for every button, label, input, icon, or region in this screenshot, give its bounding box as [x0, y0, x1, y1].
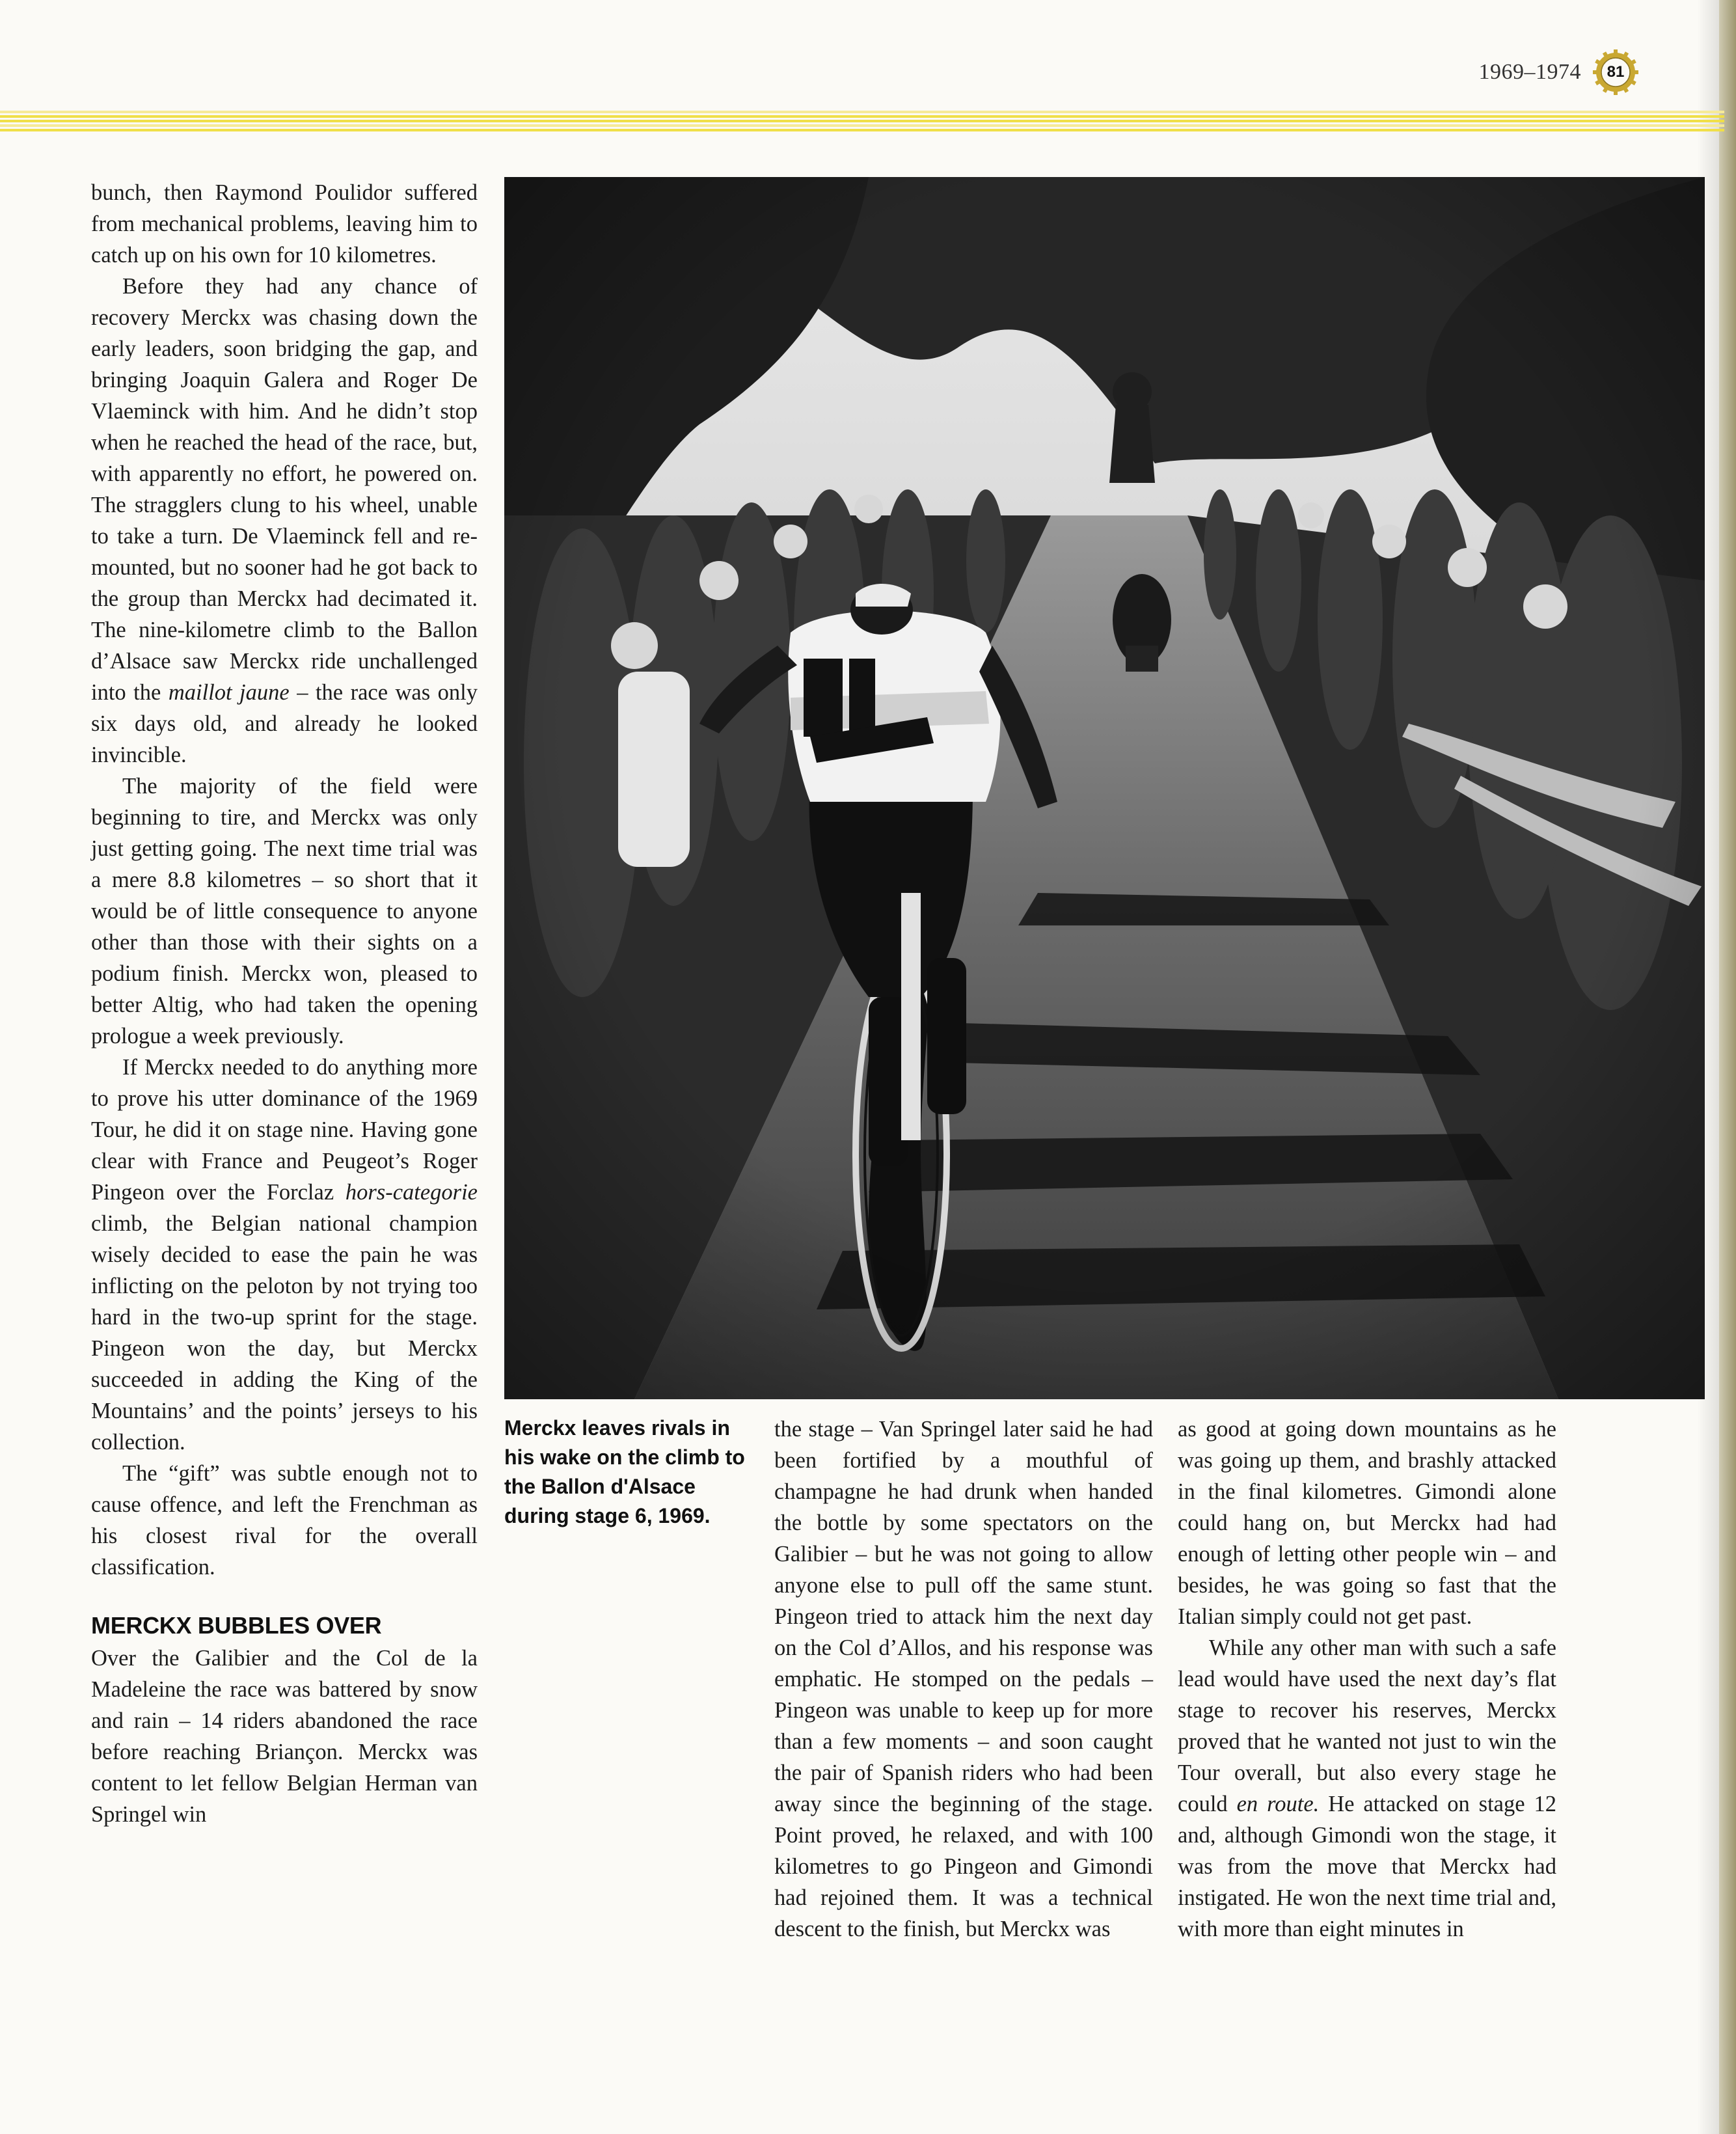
- page-header: [1479, 49, 1639, 95]
- paragraph: The “gift” was subtle enough not to cause offence, and left the Frenchman as his closest rival for the overall classification.: [91, 1461, 478, 1580]
- page-badge: [1593, 49, 1638, 95]
- text-column-3: [774, 1414, 1153, 1945]
- paragraph: The majority of the field were beginning to tire, and Merckx was only just getting going. The next time trial was a mere 8.8 kilometres – so short that it would be of little consequence to anyone other than those with their sights on a podium finish. Merckx won, pleased to better Altig, who had taken the opening prologue a week previously.: [91, 774, 478, 1048]
- book-spine: [1719, 0, 1736, 2134]
- header-rule: [0, 111, 1724, 137]
- paragraph: Over the Galibier and the Col de la Madeleine the race was battered by snow and rain – 14 riders abandoned the race before reaching Briançon. Merckx was content to let fellow Belgian Herman van Springel win: [91, 1646, 478, 1827]
- section-subhead: MERCKX BUBBLES OVER: [91, 1612, 382, 1639]
- photo-caption: Merckx leaves rivals in his wake on the climb to the Ballon d'Alsace during stage 6, 1969.: [504, 1416, 745, 1527]
- page-number: 81: [1607, 63, 1625, 81]
- paragraph: the stage – Van Springel later said he had been fortified by a mouthful of champagne he had drunk when handed the bottle by some spectators on the Galibier – but he was not going to allow anyone else to pull off the same stunt. Pingeon tried to attack him the next day on the Col d’Allos, and his response was emphatic. He stomped on the pedals – Pingeon was unable to keep up for more than a few moments – and soon caught the pair of Spanish riders who had been away since the beginning of the stage. Point proved, he relaxed, and with 100 kilometres to go Pingeon and Gimondi had rejoined them. It was a technical descent to the finish, but Merckx was: [774, 1417, 1153, 1941]
- paragraph: If Merckx needed to do anything more to prove his utter dominance of the 1969 Tour, he did it on stage nine. Having gone clear with France and Peugeot’s Roger Pingeon over the Forclaz hors-categorie climb, the Belgian national champion wisely decided to ease the pain he was inflicting on the peloton by not trying too hard in the two-up sprint for the stage. Pingeon won the day, but Merckx succeeded in adding the King of the Mountains’ and the points’ jerseys to his collection.: [91, 1055, 478, 1455]
- cyclist-photo: [504, 177, 1705, 1399]
- text-column-4: [1178, 1414, 1556, 1945]
- paragraph: Before they had any chance of recovery Merckx was chasing down the early leaders, soon bridging the gap, and bringing Joaquin Galera and Roger De Vlaeminck with him. And he didn’t stop when he reached the head of the race, but, with apparently no effort, he powered on. The stragglers clung to his wheel, unable to take a turn. De Vlaeminck fell and re-mounted, but no sooner had he got back to the group than Merckx had decimated it. The nine-kilometre climb to the Ballon d’Alsace saw Merckx ride unchallenged into the maillot jaune – the race was only six days old, and already he looked invincible.: [91, 274, 478, 767]
- paragraph: bunch, then Raymond Poulidor suffered from mechanical problems, leaving him to catch up on his own for 10 kilometres.: [91, 180, 478, 267]
- paragraph: While any other man with such a safe lead would have used the next day’s flat stage to recover his reserves, Merckx proved that he wanted not just to win the Tour overall, but also every stage he could en route. He attacked on stage 12 and, although Gimondi won the stage, it was from the move that Merckx had instigated. He won the next time trial and, with more than eight minutes in: [1178, 1635, 1556, 1941]
- paragraph: as good at going down mountains as he was going up them, and brashly attacked in the final kilometres. Gimondi alone could hang on, but Merckx had had enough of letting other people win – and besides, he was going so fast that the Italian simply could not get past.: [1178, 1417, 1556, 1629]
- text-column-1: [91, 177, 478, 1830]
- section-range: 1969–1974: [1478, 60, 1581, 84]
